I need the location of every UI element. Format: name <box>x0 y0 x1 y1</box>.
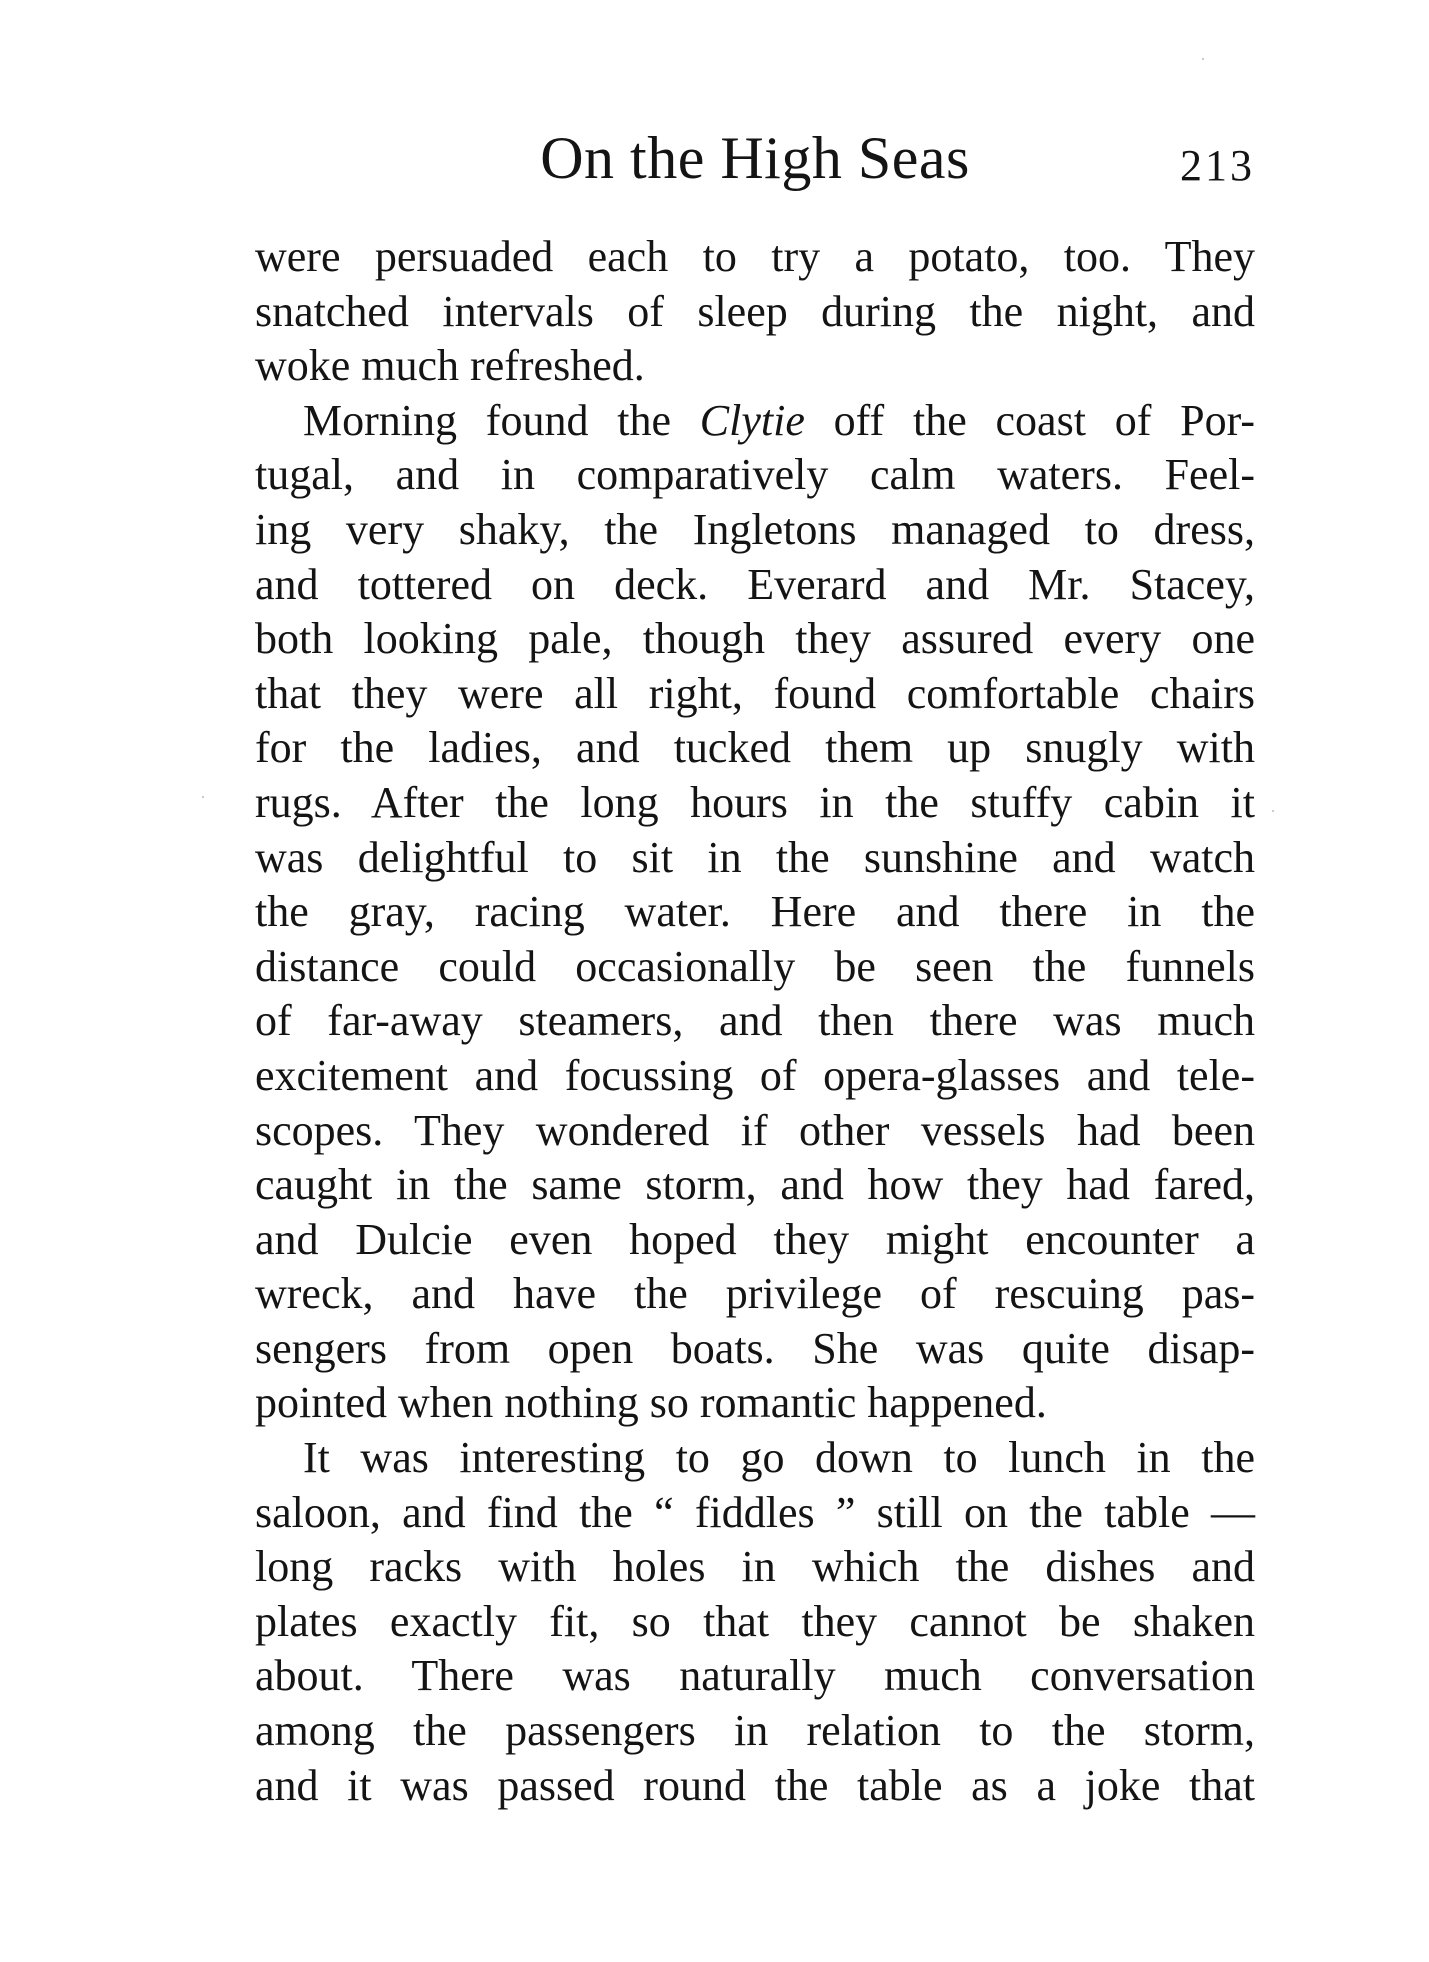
text-line <box>255 394 1255 449</box>
text-line: that they were all right, found comfortable chairs <box>255 668 1255 718</box>
paper-speck <box>1272 810 1274 812</box>
text-line: rugs. After the long hours in the stuffy cabin it <box>255 777 1255 827</box>
text-line: the gray, racing water. Here and there in the <box>255 887 1255 937</box>
text-line: tugal, and in comparatively calm waters. Feel- <box>255 450 1255 500</box>
text-line: It was interesting to go down to lunch in the <box>303 1433 1255 1483</box>
text-line: sengers from open boats. She was quite disap- <box>255 1323 1255 1373</box>
text-segment: Morning found the <box>303 395 671 445</box>
text-line: long racks with holes in which the dishes and <box>255 1542 1255 1592</box>
text-line: caught in the same storm, and how they had fared, <box>255 1160 1255 1210</box>
page-number: 213 <box>1180 141 1255 190</box>
text-line: and Dulcie even hoped they might encounter a <box>255 1214 1255 1264</box>
text-line: excitement and focussing of opera-glasses and tele- <box>255 1050 1255 1100</box>
text-line: distance could occasionally be seen the funnels <box>255 941 1255 991</box>
text-line: saloon, and find the “ fiddles ” still on the table — <box>255 1487 1255 1537</box>
ship-name: Clytie <box>699 395 805 445</box>
running-title: On the High Seas <box>540 125 970 191</box>
text-line: was delightful to sit in the sunshine and watch <box>255 832 1255 882</box>
page-header <box>255 122 1255 194</box>
text-line: wreck, and have the privilege of rescuing pas- <box>255 1269 1255 1319</box>
text-line: scopes. They wondered if other vessels had been <box>255 1105 1255 1155</box>
text-line: plates exactly fit, so that they cannot be shaken <box>255 1596 1255 1646</box>
text-line: and it was passed round the table as a joke that <box>255 1760 1255 1810</box>
text-segment: off the coast of Por- <box>833 395 1256 445</box>
text-line: and tottered on deck. Everard and Mr. Stacey, <box>255 559 1255 609</box>
text-line: both looking pale, though they assured every one <box>255 614 1255 664</box>
paper-speck <box>202 796 204 798</box>
text-line: woke much refreshed. <box>255 341 645 391</box>
text-line: of far-away steamers, and then there was much <box>255 996 1255 1046</box>
text-line: ing very shaky, the Ingletons managed to dress, <box>255 504 1255 554</box>
text-line: snatched intervals of sleep during the night, and <box>255 286 1255 336</box>
text-line: for the ladies, and tucked them up snugly with <box>255 723 1255 773</box>
text-line: were persuaded each to try a potato, too. They <box>255 232 1255 281</box>
text-line: among the passengers in relation to the storm, <box>255 1706 1255 1756</box>
paper-speck <box>1202 58 1204 60</box>
text-line: pointed when nothing so romantic happened. <box>255 1378 1047 1428</box>
text-line: about. There was naturally much conversation <box>255 1651 1255 1701</box>
body-text <box>255 230 1255 1813</box>
